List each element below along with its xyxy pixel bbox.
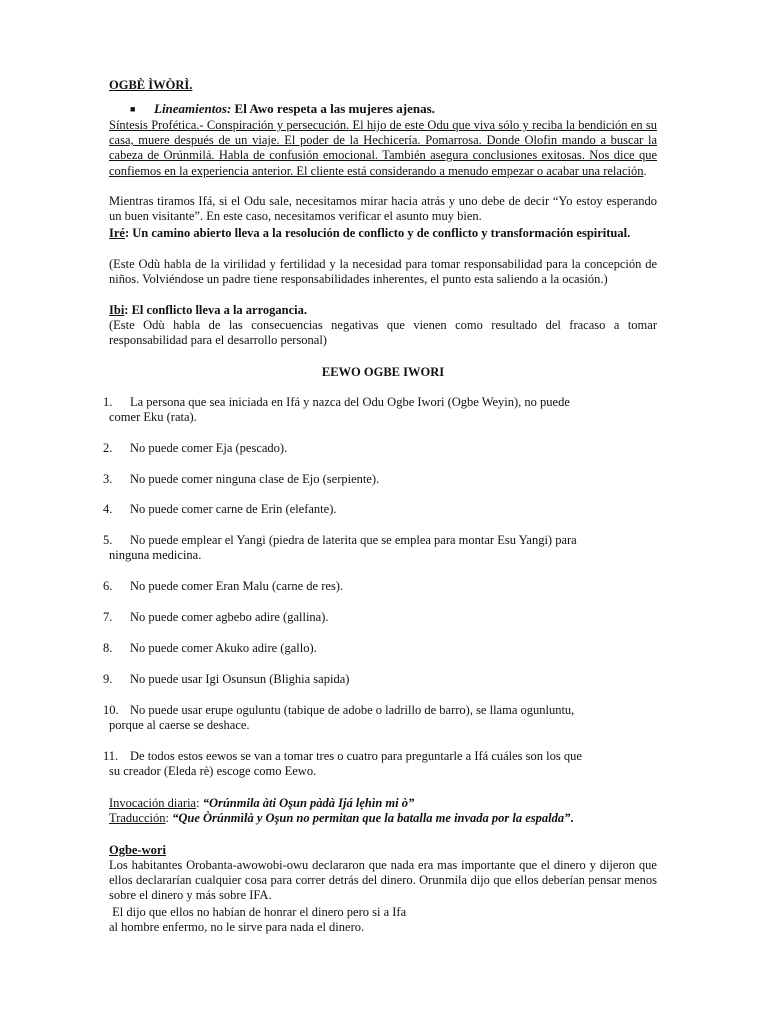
item-text: No puede usar Igi Osunsun (Blighia sapida) — [130, 672, 350, 686]
item-text: De todos estos eewos se van a tomar tres o cuatro para preguntarle a Ifá cuáles son los que — [130, 749, 582, 763]
item-number: 8. — [103, 641, 113, 655]
item-number: 1. — [103, 395, 113, 409]
eewo-list-item — [103, 672, 657, 687]
item-text: No puede comer Eran Malu (carne de res). — [130, 579, 344, 593]
eewo-list-item — [103, 502, 657, 517]
square-bullet-icon: ■ — [130, 104, 136, 114]
ogbe-wori-paragraph: Los habitantes Orobanta-awowobi-owu declararon que nada era mas importante que el dinero y dijeron que ellos declararían cualquier cosa para correr detrás del dinero. Orunmila dijo que ellos deberían pensar menos sobre el dinero y más sobre IFA. — [109, 858, 657, 903]
ire-text: : Un camino abierto lleva a la resolución de conflicto y de conflicto y transformación espiritual. — [124, 226, 631, 240]
item-continuation: porque al caerse se deshace. — [109, 718, 250, 733]
item-number: 6. — [103, 579, 113, 593]
ire-paragraph — [109, 226, 657, 241]
eewo-list-item — [103, 610, 657, 625]
eewo-list-item — [103, 579, 657, 594]
traduccion-end: . — [570, 811, 574, 825]
ibi-paragraph — [109, 303, 657, 318]
eewo-list-item — [103, 749, 657, 779]
item-continuation: comer Eku (rata). — [109, 410, 197, 425]
ogbe-wori-heading: Ogbe-wori — [109, 843, 166, 857]
ogbe-wori-line-3: al hombre enfermo, no le sirve para nada el dinero. — [109, 920, 365, 934]
invocacion-text: “Orúnmila àti Oşun pàdà Ijá lẹhìn mi ò” — [202, 796, 415, 810]
item-text: La persona que sea iniciada en Ifá y nazca del Odu Ogbe Iwori (Ogbe Weyin), no puede — [130, 395, 570, 409]
odu-title-text: OGBÈ ÌWÒRÌ — [109, 78, 190, 92]
eewo-list-item — [103, 395, 657, 425]
item-text: No puede comer carne de Erin (elefante). — [130, 502, 337, 516]
item-number: 5. — [103, 533, 113, 547]
invocacion-sep: : — [196, 796, 203, 810]
item-number: 9. — [103, 672, 113, 686]
item-continuation: ninguna medicina. — [109, 548, 202, 563]
ire-description: (Este Odù habla de la virilidad y fertilidad y la necesidad para tomar responsabilidad para la concepción de niños. Volviéndose un padre tiene responsabilidades inherentes, el punto esta saliendo a la ocasión.) — [109, 257, 657, 287]
eewo-list-item — [103, 533, 657, 563]
item-text: No puede comer Eja (pescado). — [130, 441, 288, 455]
item-text: No puede comer Akuko adire (gallo). — [130, 641, 317, 655]
item-number: 4. — [103, 502, 113, 516]
eewo-list-item — [103, 441, 657, 456]
eewo-list-item — [103, 703, 657, 733]
traduccion-sep: : — [165, 811, 173, 825]
sintesis-paragraph — [109, 118, 657, 179]
eewo-list-item — [103, 641, 657, 656]
ibi-text: : El conflicto lleva a la arrogancia. — [124, 303, 308, 317]
ibi-label: Ibi — [109, 303, 125, 317]
sintesis-text: Síntesis Profética.- Conspiración y persecución. El hijo de este Odu que viva sólo y reciba la bendición en su casa, muere después de un viaje. El poder de la Hechicería. Pomarrosa. Donde Olofin mando a buscar la cabeza de Orúnmilá. Habla de confusión emocional. También asegura conclusiones exitosas. Nos dice que confiemos en la experiencia anterior. El cliente está considerando a menudo empezar o acabar una relación — [109, 118, 657, 178]
item-number: 11. — [103, 749, 119, 763]
item-text: No puede comer agbebo adire (gallina). — [130, 610, 329, 624]
item-number: 10. — [103, 703, 119, 717]
lineamientos-label: Lineamientos: — [154, 101, 232, 116]
eewo-list-item — [103, 472, 657, 487]
invocacion-line — [109, 796, 657, 811]
lineamientos-bullet-item — [130, 101, 650, 117]
ire-label: Iré — [109, 226, 125, 240]
invocacion-label: Invocación diaria — [109, 796, 197, 810]
item-number: 2. — [103, 441, 113, 455]
item-text: No puede usar erupe oguluntu (tabique de adobe o ladrillo de barro), se llama ogunluntu, — [130, 703, 575, 717]
traduccion-text: “Que Òrúnmìlà y Oşun no permitan que la batalla me invada por la espalda” — [172, 811, 571, 825]
ibi-description: (Este Odù habla de las consecuencias negativas que vienen como resultado del fracaso a tomar responsabilidad para el desarrollo personal) — [109, 318, 657, 348]
mientras-paragraph: Mientras tiramos Ifá, si el Odu sale, necesitamos mirar hacia atrás y uno debe de decir “Yo estoy esperando un buen visitante”. En este caso, necesitamos verificar el asunto muy bien. — [109, 194, 657, 224]
eewo-heading: EEWO OGBE IWORI — [321, 365, 445, 379]
traduccion-label: Traducción — [109, 811, 166, 825]
item-number: 7. — [103, 610, 113, 624]
item-text: No puede comer ninguna clase de Ejo (serpiente). — [130, 472, 380, 486]
traduccion-line — [109, 811, 657, 826]
odu-title — [109, 78, 657, 93]
item-continuation: su creador (Eleda rè) escoge como Eewo. — [109, 764, 317, 779]
lineamientos-text: El Awo respeta a las mujeres ajenas. — [234, 101, 435, 116]
ogbe-wori-line-2: El dijo que ellos no habían de honrar el dinero pero si a Ifa — [109, 905, 407, 919]
item-number: 3. — [103, 472, 113, 486]
odu-title-dot: . — [189, 78, 193, 92]
item-text: No puede emplear el Yangi (piedra de laterita que se emplea para montar Esu Yangi) para — [130, 533, 577, 547]
sintesis-end: . — [643, 163, 647, 178]
